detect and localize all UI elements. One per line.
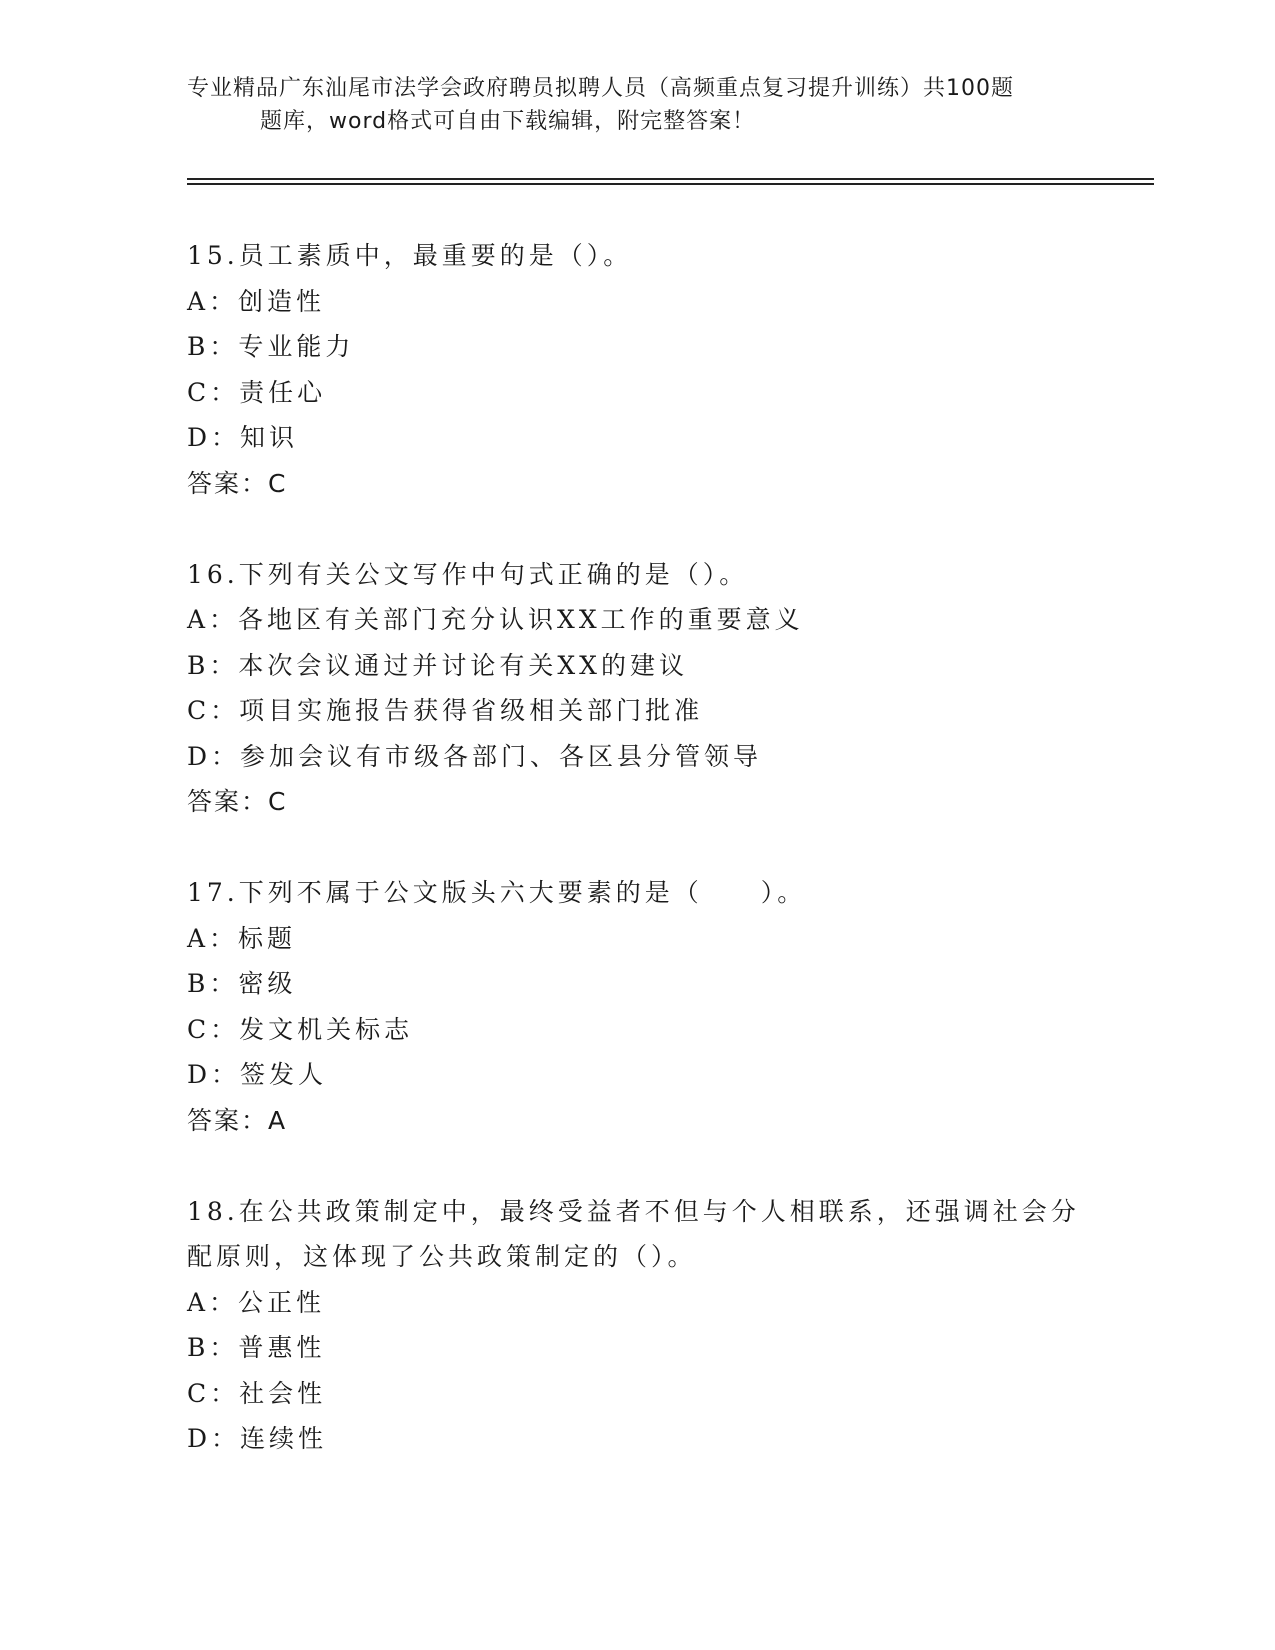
option-b: B：本次会议通过并讨论有关XX的建议 xyxy=(187,650,688,680)
option-b: B：专业能力 xyxy=(187,332,355,361)
answer: 答案：C xyxy=(187,468,288,498)
question-stem: 17.下列不属于公文版头六大要素的是（ ）。 xyxy=(187,878,807,907)
question-stem: 15.员工素质中，最重要的是（）。 xyxy=(187,241,633,270)
question-stem-line-1: 18.在公共政策制定中，最终受益者不但与个人相联系，还强调社会分 xyxy=(187,1196,1080,1226)
option-c: C：责任心 xyxy=(187,377,327,407)
option-d: D：签发人 xyxy=(187,1060,328,1089)
answer: 答案：A xyxy=(187,1105,288,1135)
option-a: A：创造性 xyxy=(187,286,326,316)
question-15 xyxy=(187,233,1087,506)
answer: 答案：C xyxy=(187,787,288,816)
header-divider-bottom xyxy=(187,183,1154,185)
option-b: B：普惠性 xyxy=(187,1333,326,1362)
option-d: D：连续性 xyxy=(187,1424,328,1453)
option-a: A：公正性 xyxy=(187,1287,326,1317)
option-a: A：标题 xyxy=(187,923,297,953)
option-c: C：发文机关标志 xyxy=(187,1014,414,1044)
question-stem-line-2: 配原则，这体现了公共政策制定的（）。 xyxy=(187,1242,697,1271)
question-list xyxy=(187,233,1087,1462)
header-title-line-2: 题库，word格式可自由下载编辑，附完整答案！ xyxy=(260,109,756,134)
header-divider-top xyxy=(187,178,1154,180)
question-17 xyxy=(187,870,1087,1143)
question-18 xyxy=(187,1189,1087,1462)
option-b: B：密级 xyxy=(187,969,297,998)
option-a: A：各地区有关部门充分认识XX工作的重要意义 xyxy=(187,605,804,634)
option-d: D：参加会议有市级各部门、各区县分管领导 xyxy=(187,741,763,771)
spacer xyxy=(187,1143,1087,1189)
question-16 xyxy=(187,552,1087,825)
spacer xyxy=(187,825,1087,871)
header-title-line-1: 专业精品广东汕尾市法学会政府聘员拟聘人员（高频重点复习提升训练）共100题 xyxy=(187,76,1014,101)
option-d: D：知识 xyxy=(187,423,299,452)
spacer xyxy=(187,506,1087,552)
option-c: C：项目实施报告获得省级相关部门批准 xyxy=(187,696,704,725)
document-header xyxy=(187,72,1087,138)
question-stem: 16.下列有关公文写作中句式正确的是（）。 xyxy=(187,559,749,589)
option-c: C：社会性 xyxy=(187,1378,327,1408)
